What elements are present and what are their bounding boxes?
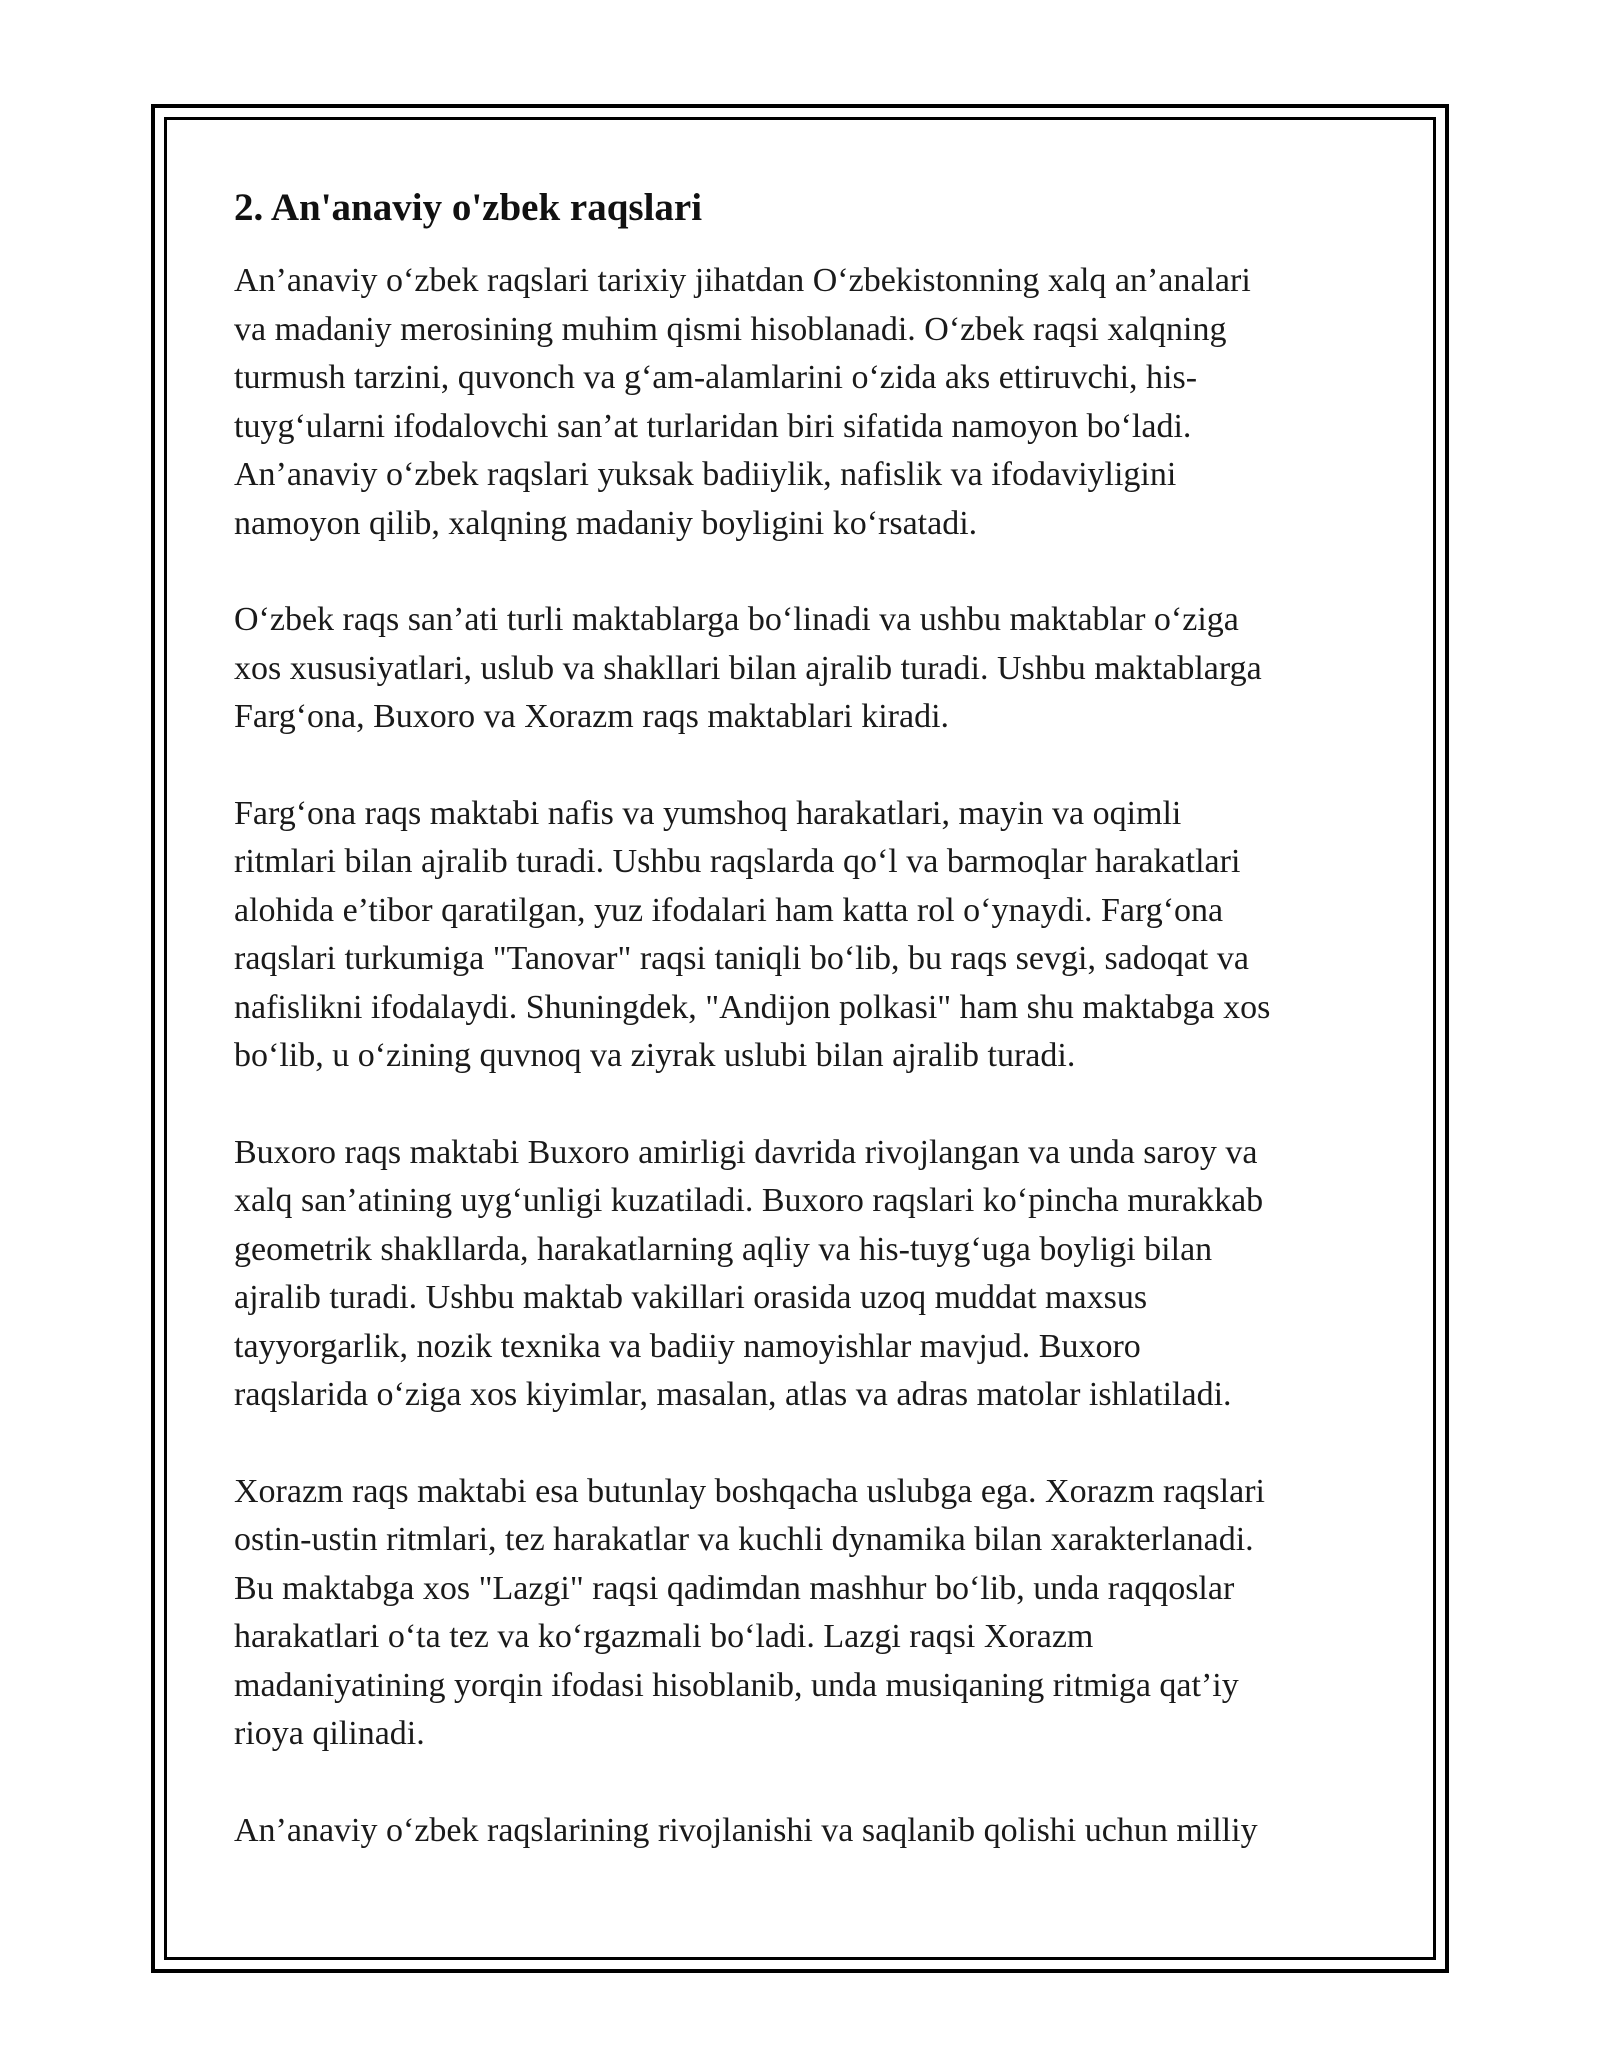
text-line: tayyorgarlik, nozik texnika va badiiy namoyishlar mavjud. Buxoro bbox=[234, 1327, 1141, 1365]
text-line: ajralib turadi. Ushbu maktab vakillari orasida uzoq muddat maxsus bbox=[234, 1279, 1148, 1316]
section-heading: 2. An'anaviy o'zbek raqslari bbox=[234, 186, 703, 229]
text-line: geometrik shakllarda, harakatlarning aqliy va his-tuyg‘uga boyligi bilan bbox=[234, 1230, 1213, 1268]
text-line: raqslari turkumiga "Tanovar" raqsi taniqli bo‘lib, bu raqs sevgi, sadoqat va bbox=[234, 940, 1249, 977]
text-line: harakatlari o‘ta tez va ko‘rgazmali bo‘ladi. Lazgi raqsi Xorazm bbox=[234, 1618, 1094, 1655]
text-line: An’anaviy o‘zbek raqslarining rivojlanishi va saqlanib qolishi uchun milliy bbox=[234, 1811, 1258, 1849]
text-line: Bu maktabga xos "Lazgi" raqsi qadimdan mashhur bo‘lib, unda raqqoslar bbox=[234, 1569, 1235, 1607]
text-line: turmush tarzini, quvonch va g‘am-alamlarini o‘zida aks ettiruvchi, his- bbox=[234, 359, 1198, 396]
text-line: madaniyatining yorqin ifodasi hisoblanib, unda musiqaning ritmiga qat’iy bbox=[234, 1666, 1239, 1704]
text-line: Xorazm raqs maktabi esa butunlay boshqacha uslubga ega. Xorazm raqslari bbox=[234, 1472, 1265, 1510]
paragraph-fergana bbox=[234, 790, 1364, 1081]
text-line: nafislikni ifodalaydi. Shuningdek, "Andijon polkasi" ham shu maktabga xos bbox=[234, 988, 1271, 1026]
paragraph-khorezm bbox=[234, 1468, 1364, 1759]
text-line: xalq san’atining uyg‘unligi kuzatiladi. Buxoro raqslari ko‘pincha murakkab bbox=[234, 1182, 1264, 1219]
paragraph-conclusion bbox=[234, 1807, 1364, 1856]
text-line: Farg‘ona, Buxoro va Xorazm raqs maktablari kiradi. bbox=[234, 698, 950, 735]
text-line: ostin-ustin ritmlari, tez harakatlar va kuchli dynamika bilan xarakterlanadi. bbox=[234, 1521, 1254, 1558]
text-line: rioya qilinadi. bbox=[234, 1715, 425, 1752]
paragraph-schools bbox=[234, 596, 1364, 742]
text-line: An’anaviy o‘zbek raqslari yuksak badiiylik, nafislik va ifodaviyligini bbox=[234, 456, 1177, 493]
text-line: Farg‘ona raqs maktabi nafis va yumshoq harakatlari, mayin va oqimli bbox=[234, 794, 1182, 832]
text-line: alohida e’tibor qaratilgan, yuz ifodalari ham katta rol o‘ynaydi. Farg‘ona bbox=[234, 891, 1224, 929]
paragraph-intro bbox=[234, 257, 1364, 548]
text-line: tuyg‘ularni ifodalovchi san’at turlaridan biri sifatida namoyon bo‘ladi. bbox=[234, 407, 1192, 445]
text-line: xos xususiyatlari, uslub va shakllari bilan ajralib turadi. Ushbu maktablarga bbox=[234, 649, 1262, 687]
text-line: Buxoro raqs maktabi Buxoro amirligi davrida rivojlangan va unda saroy va bbox=[234, 1133, 1258, 1171]
text-line: raqslarida o‘ziga xos kiyimlar, masalan, atlas va adras matolar ishlatiladi. bbox=[234, 1376, 1232, 1413]
text-line: O‘zbek raqs san’ati turli maktablarga bo‘linadi va ushbu maktablar o‘ziga bbox=[234, 601, 1239, 638]
text-line: va madaniy merosining muhim qismi hisoblanadi. O‘zbek raqsi xalqning bbox=[234, 310, 1227, 348]
text-line: bo‘lib, u o‘zining quvnoq va ziyrak uslubi bilan ajralib turadi. bbox=[234, 1037, 1076, 1074]
text-line: namoyon qilib, xalqning madaniy boyligini ko‘rsatadi. bbox=[234, 504, 978, 542]
paragraph-bukhara bbox=[234, 1129, 1364, 1420]
text-line: An’anaviy o‘zbek raqslari tarixiy jihatdan O‘zbekistonning xalq an’analari bbox=[234, 262, 1251, 299]
text-line: ritmlari bilan ajralib turadi. Ushbu raqslarda qo‘l va barmoqlar harakatlari bbox=[234, 843, 1241, 880]
document-body bbox=[234, 183, 1364, 1903]
